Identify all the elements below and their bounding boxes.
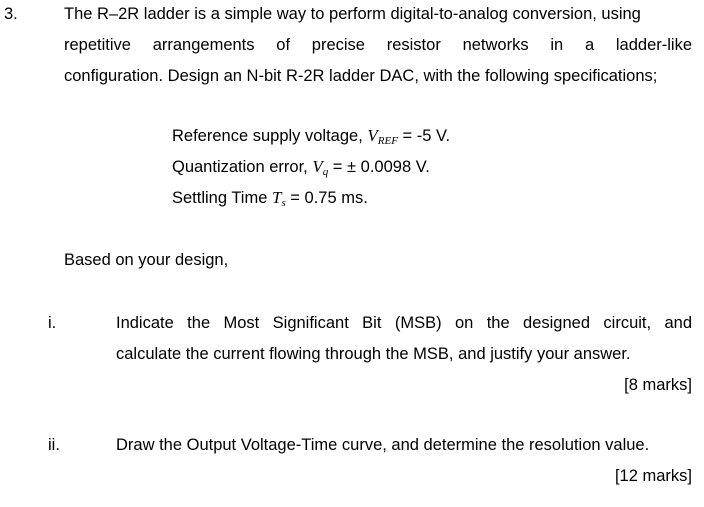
lead-in-text: Based on your design, [64, 251, 229, 269]
part-numeral: ii. [48, 436, 60, 454]
spec-value: = 0.75 ms. [285, 189, 368, 207]
spec-symbol: V [312, 157, 323, 176]
spec-settling-time [172, 188, 368, 213]
intro-line-3: configuration. Design an N-bit R-2R ladder DAC, with the following specifications; [64, 67, 658, 85]
part-text-line-1: Draw the Output Voltage-Time curve, and determine the resolution value. [116, 436, 650, 454]
spec-reference-voltage [172, 126, 450, 151]
spec-value: = ± 0.0098 V. [328, 158, 430, 176]
spec-label: Reference supply voltage, [172, 127, 368, 145]
spec-label: Settling Time [172, 189, 272, 207]
part-numeral: i. [48, 314, 57, 332]
spec-subscript: s [281, 197, 286, 209]
question-number: 3. [4, 5, 18, 23]
intro-line-2: repetitive arrangements of precise resistor networks in a ladder-like [64, 36, 692, 54]
intro-line-1: The R–2R ladder is a simple way to perform digital-to-analog conversion, using [64, 5, 641, 23]
spec-value: = -5 V. [397, 127, 451, 145]
marks-label: [12 marks] [614, 467, 692, 485]
spec-subscript: REF [377, 135, 398, 147]
spec-subscript: q [322, 166, 329, 178]
spec-quantization-error [172, 157, 430, 182]
spec-label: Quantization error, [172, 158, 313, 176]
part-text-line-2: calculate the current flowing through the MSB, and justify your answer. [116, 345, 631, 363]
spec-symbol: V [367, 126, 378, 145]
marks-label: [8 marks] [624, 376, 692, 394]
part-text-line-1: Indicate the Most Significant Bit (MSB) on the designed circuit, and [116, 314, 692, 332]
spec-symbol: T [271, 188, 282, 207]
